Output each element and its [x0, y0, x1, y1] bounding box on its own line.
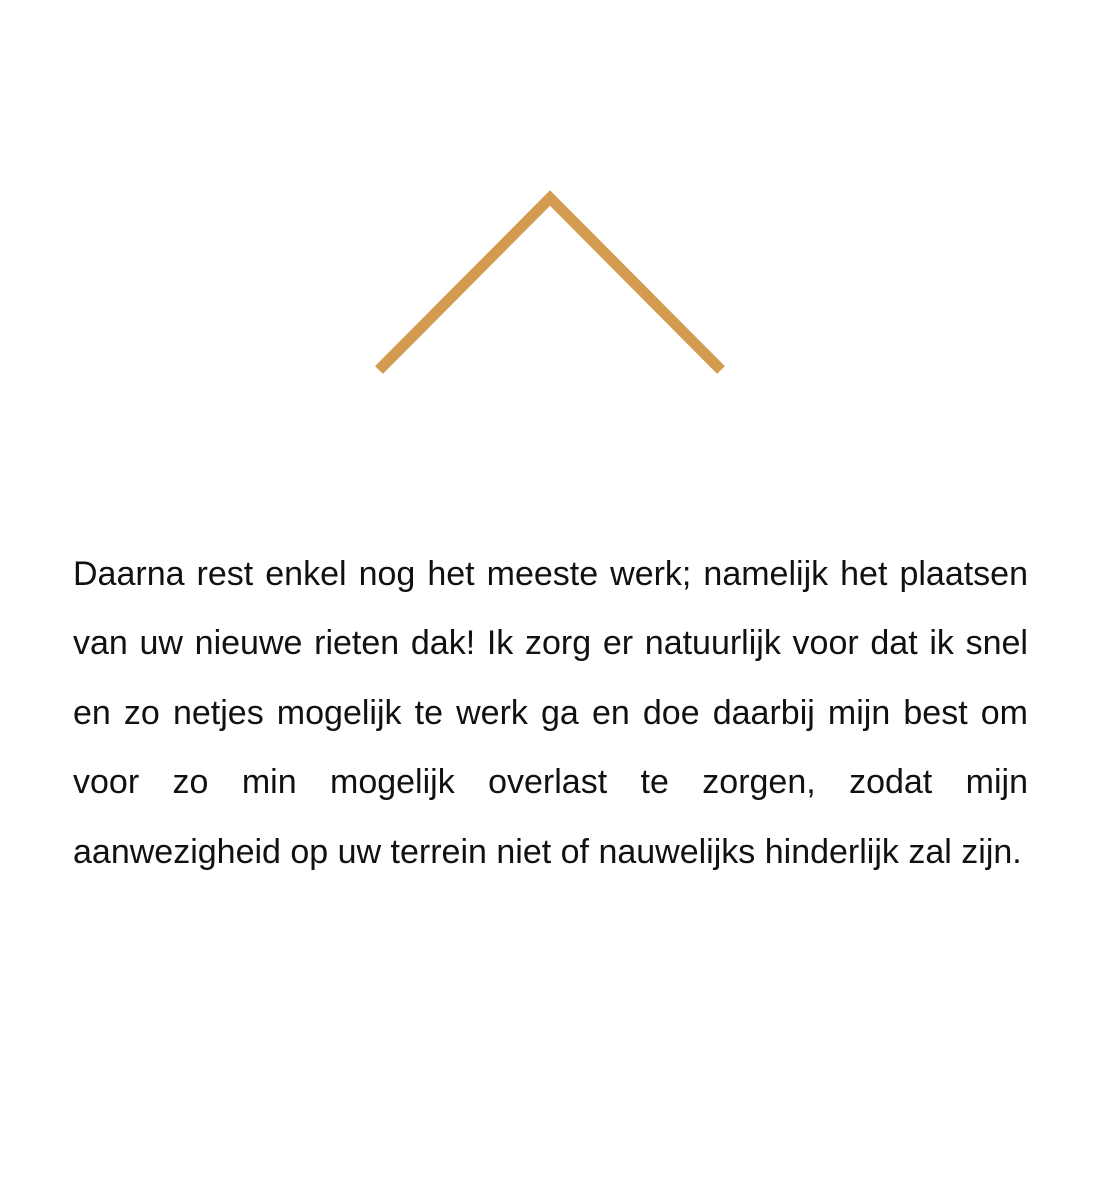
body-paragraph: Daarna rest enkel nog het meeste werk; namelijk het plaatsen van uw nieuwe rieten dak! Ik zorg er natuurlijk voor dat ik snel en zo netjes mogelijk te werk ga en doe daarbij mijn best om voor zo min mogelijk overlast te zorgen, zodat mijn aanwezigheid op uw terrein niet of nauwelijks hinderlijk zal zijn. [73, 555, 1028, 871]
roof-chevron-icon [373, 186, 727, 378]
roof-chevron-line [379, 198, 721, 370]
